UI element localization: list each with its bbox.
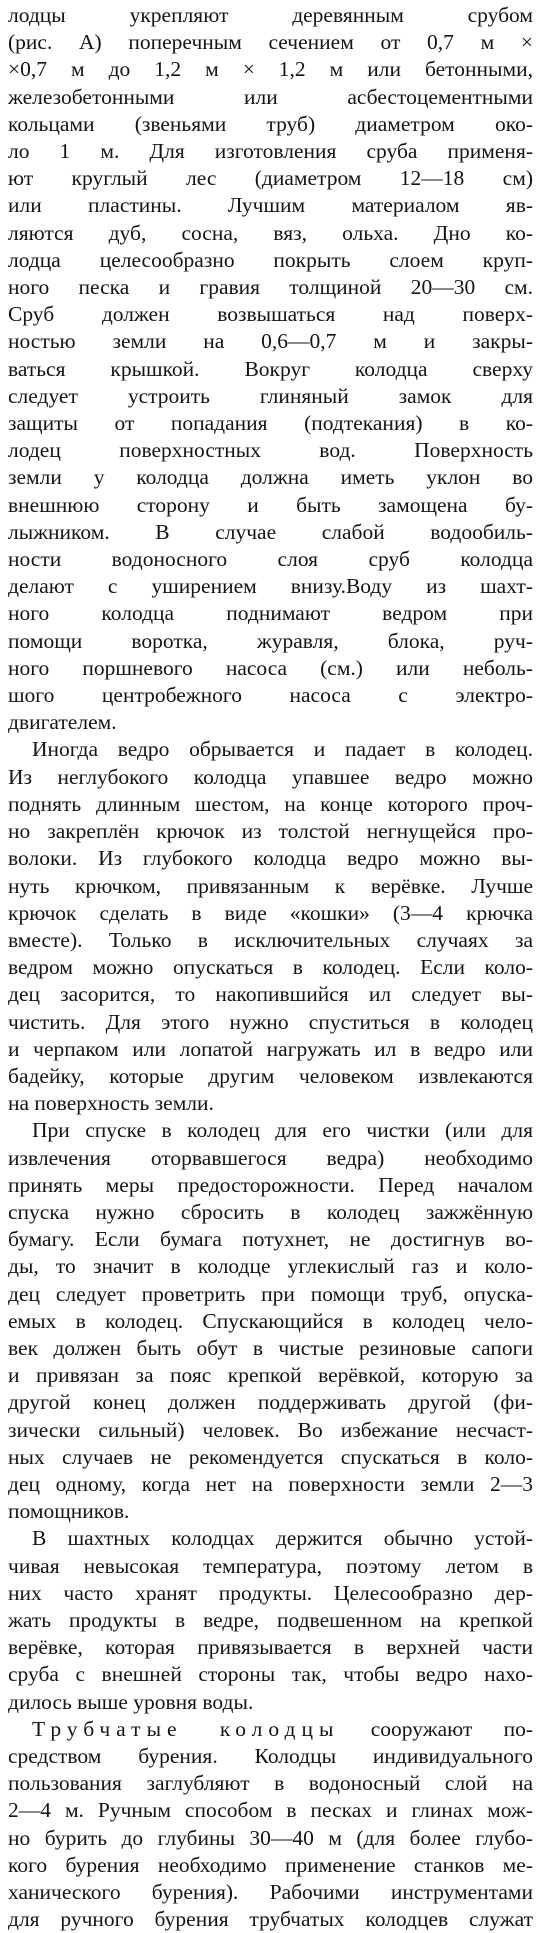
text-line: Иногда ведро обрывается и падает в колодец. <box>32 737 533 762</box>
text-line: ведром можно опускаться в колодец. Если коло- <box>8 955 533 980</box>
document-page <box>8 2 533 1933</box>
text-line: помощи воротка, журавля, блока, руч- <box>8 628 533 653</box>
text-line: земли у колодца должна иметь уклон во <box>8 465 533 490</box>
paragraph-tube-wells <box>8 1716 533 1933</box>
text-line: защиты от попадания (подтекания) в ко- <box>8 411 533 436</box>
text-line: ваться крышкой. Вокруг колодца сверху <box>8 356 533 381</box>
text-line: ного колодца поднимают ведром при <box>8 601 533 626</box>
text-line: чивая невысокая температура, поэтому летом в <box>8 1553 533 1578</box>
text-line: железобетонными или асбестоцементными <box>8 84 533 109</box>
text-line: них часто хранят продукты. Целесообразно дер- <box>8 1580 533 1605</box>
text-line: ного поршневого насоса (см.) или неболь- <box>8 655 533 680</box>
text-line: волоки. Из глубокого колодца ведро можно вы- <box>8 846 533 871</box>
text-line: верёвке, которая привязывается в верхней части <box>8 1635 533 1660</box>
text-line: или пластины. Лучшим материалом яв- <box>8 193 533 218</box>
text-line: ляются дуб, сосна, вяз, ольха. Дно ко- <box>8 220 533 245</box>
text-line: Сруб должен возвышаться над поверх- <box>8 302 533 327</box>
text-fragment: сооружают по- <box>339 1716 534 1741</box>
text-line: шого центробежного насоса с электро- <box>8 683 533 708</box>
text-line: лыжником. В случае слабой водообиль- <box>8 519 533 544</box>
text-line: ×0,7 м до 1,2 м × 1,2 м или бетонными, <box>8 57 533 82</box>
text-line: зически сильный) человек. Во избежание несчаст- <box>8 1417 533 1442</box>
text-line: дец засорится, то накопившийся ил следует вы- <box>8 982 533 1007</box>
text-line: для ручного бурения трубчатых колодцев служат <box>8 1907 533 1932</box>
text-line: бадейку, которые другим человеком извлекаются <box>8 1063 533 1088</box>
text-line: В шахтных колодцах держится обычно устой- <box>32 1526 533 1551</box>
text-line: лодца целесообразно покрыть слоем круп- <box>8 247 533 272</box>
paragraph-safety <box>8 1117 533 1525</box>
text-line: следует устроить глиняный замок для <box>8 383 533 408</box>
text-line: лодцы укрепляют деревянным срубом <box>8 3 533 27</box>
text-line: 2—4 м. Ручным способом в песках и глинах мож- <box>8 1798 533 1823</box>
text-line: спуска нужно сбросить в колодец зажжённую <box>8 1199 533 1224</box>
text-line: дец следует проветрить при помощи труб, опуска- <box>8 1281 533 1306</box>
text-line: делают с уширением внизу.Воду из шахт- <box>8 574 533 599</box>
text-line: дилось выше уровня воды. <box>8 1689 254 1714</box>
text-line: ного песка и гравия толщиной 20—30 см. <box>8 275 533 300</box>
text-line: ности водоносного слоя сруб колодца <box>8 547 533 572</box>
text-line: но бурить до глубины 30—40 м (для более глубо- <box>8 1825 533 1850</box>
text-line: кого бурения необходимо применение станков ме- <box>8 1852 533 1877</box>
text-line: вместе). Только в исключительных случаях за <box>8 927 533 952</box>
text-line <box>8 1716 533 1743</box>
text-line: пользования заглубляют в водоносный слой на <box>8 1771 533 1796</box>
text-line: помощников. <box>8 1499 130 1524</box>
text-line: емых в колодец. Спускающийся в колодец чело- <box>8 1308 533 1333</box>
text-line: чистить. Для этого нужно спуститься в колодец <box>8 1009 533 1034</box>
text-line: ют круглый лес (диаметром 12—18 см) <box>8 166 533 191</box>
text-line: ностью земли на 0,6—0,7 м и закры- <box>8 329 533 354</box>
text-line: дец одному, когда нет на поверхности земли 2—3 <box>8 1471 533 1496</box>
text-line: внешнюю сторону и быть замощена бу- <box>8 492 533 517</box>
text-line: ды, то значит в колодце углекислый газ и коло- <box>8 1254 533 1279</box>
paragraph-storage <box>8 1525 533 1715</box>
text-line: ных случаев не рекомендуется спускаться в коло- <box>8 1444 533 1469</box>
text-line: и привязан за пояс крепкой верёвкой, которую за <box>8 1363 533 1388</box>
paragraph-fallen-bucket <box>8 736 533 1117</box>
text-line: принять меры предосторожности. Перед началом <box>8 1172 533 1197</box>
text-line: Из неглубокого колодца упавшее ведро можно <box>8 764 533 789</box>
spaced-heading-term: Трубчатые колодцы <box>32 1716 340 1741</box>
text-line: но закреплён крючок из толстой негнущейся про- <box>8 819 533 844</box>
text-line: средством бурения. Колодцы индивидуального <box>8 1744 533 1768</box>
text-line: жать продукты в ведре, подвешенном на крепкой <box>8 1607 533 1632</box>
text-line: лодец поверхностных вод. Поверхность <box>8 438 533 463</box>
paragraph-well-frame <box>8 2 533 736</box>
text-line: на поверхность земли. <box>8 1091 214 1116</box>
text-line: При спуске в колодец для его чистки (или для <box>32 1118 533 1143</box>
text-line: и черпаком или лопатой нагружать ил в ведро или <box>8 1036 533 1061</box>
text-line: двигателем. <box>8 710 117 735</box>
text-line: век должен быть обут в чистые резиновые сапоги <box>8 1335 533 1360</box>
text-line: нуть крючком, привязанным к верёвке. Лучше <box>8 873 533 898</box>
text-line: ло 1 м. Для изготовления сруба применя- <box>8 139 533 164</box>
text-line: поднять длинным шестом, на конце которого проч- <box>8 791 533 816</box>
text-line: бумагу. Если бумага потухнет, не достигнув во- <box>8 1227 533 1252</box>
text-line: извлечения оторвавшегося ведра) необходимо <box>8 1145 533 1170</box>
text-line: сруба с внешней стороны так, чтобы ведро нахо- <box>8 1662 533 1687</box>
text-line: другой конец должен поддерживать другой (фи- <box>8 1390 533 1415</box>
text-line: кольцами (звеньями труб) диаметром око- <box>8 111 533 136</box>
text-line: крючок сделать в виде «кошки» (3—4 крючка <box>8 900 533 925</box>
text-line: ханического бурения). Рабочими инструментами <box>8 1880 533 1905</box>
text-line: (рис. А) поперечным сечением от 0,7 м × <box>8 30 533 55</box>
